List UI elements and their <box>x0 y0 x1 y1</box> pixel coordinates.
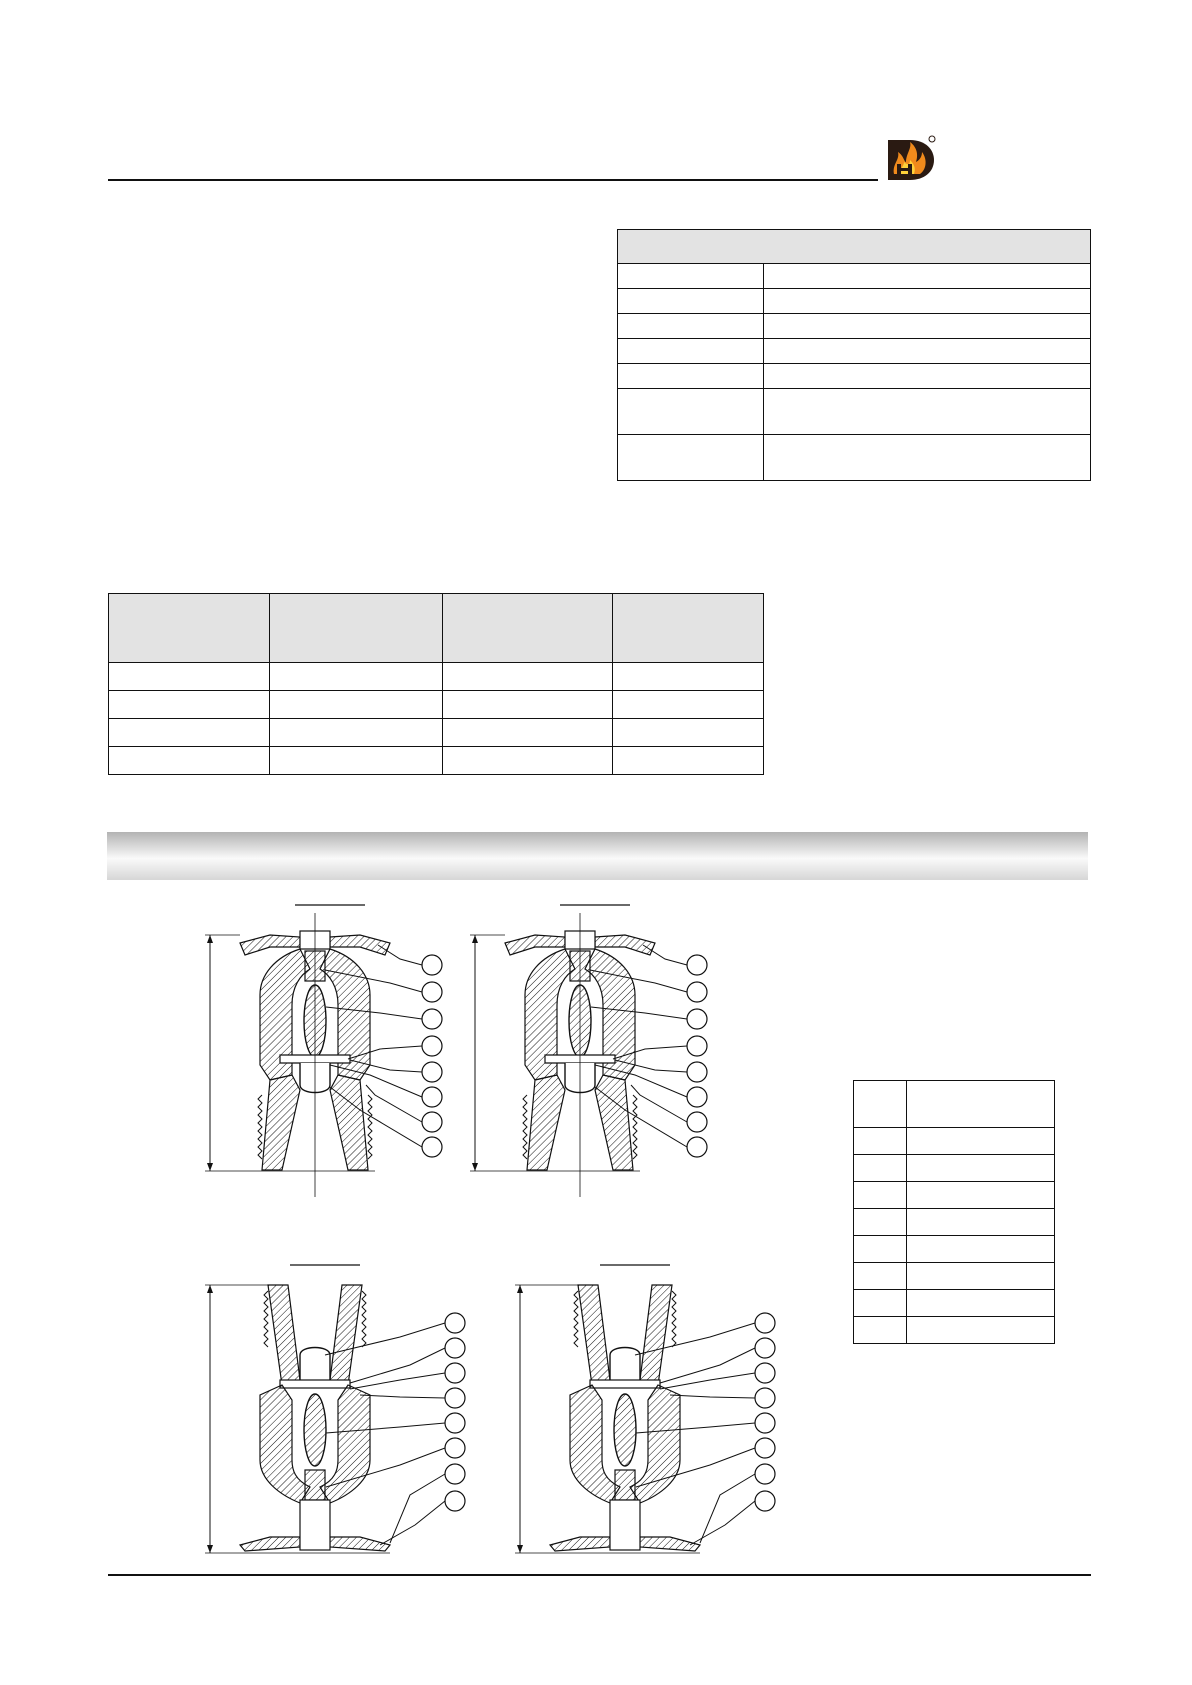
footer-rule <box>108 1574 1091 1576</box>
sprinkler-drawings-bottom <box>200 1255 780 1560</box>
sprinkler-drawings-top <box>200 895 780 1215</box>
section-header-band <box>107 832 1088 880</box>
parts-table <box>853 1080 1055 1344</box>
temperature-table <box>108 593 764 775</box>
spec-table-header <box>618 230 1091 264</box>
spec-table <box>617 229 1091 481</box>
header-rule <box>108 179 878 181</box>
parts-table-header <box>854 1081 907 1128</box>
temperature-table-header <box>109 594 270 663</box>
flame-dh-logo-icon <box>884 134 936 184</box>
